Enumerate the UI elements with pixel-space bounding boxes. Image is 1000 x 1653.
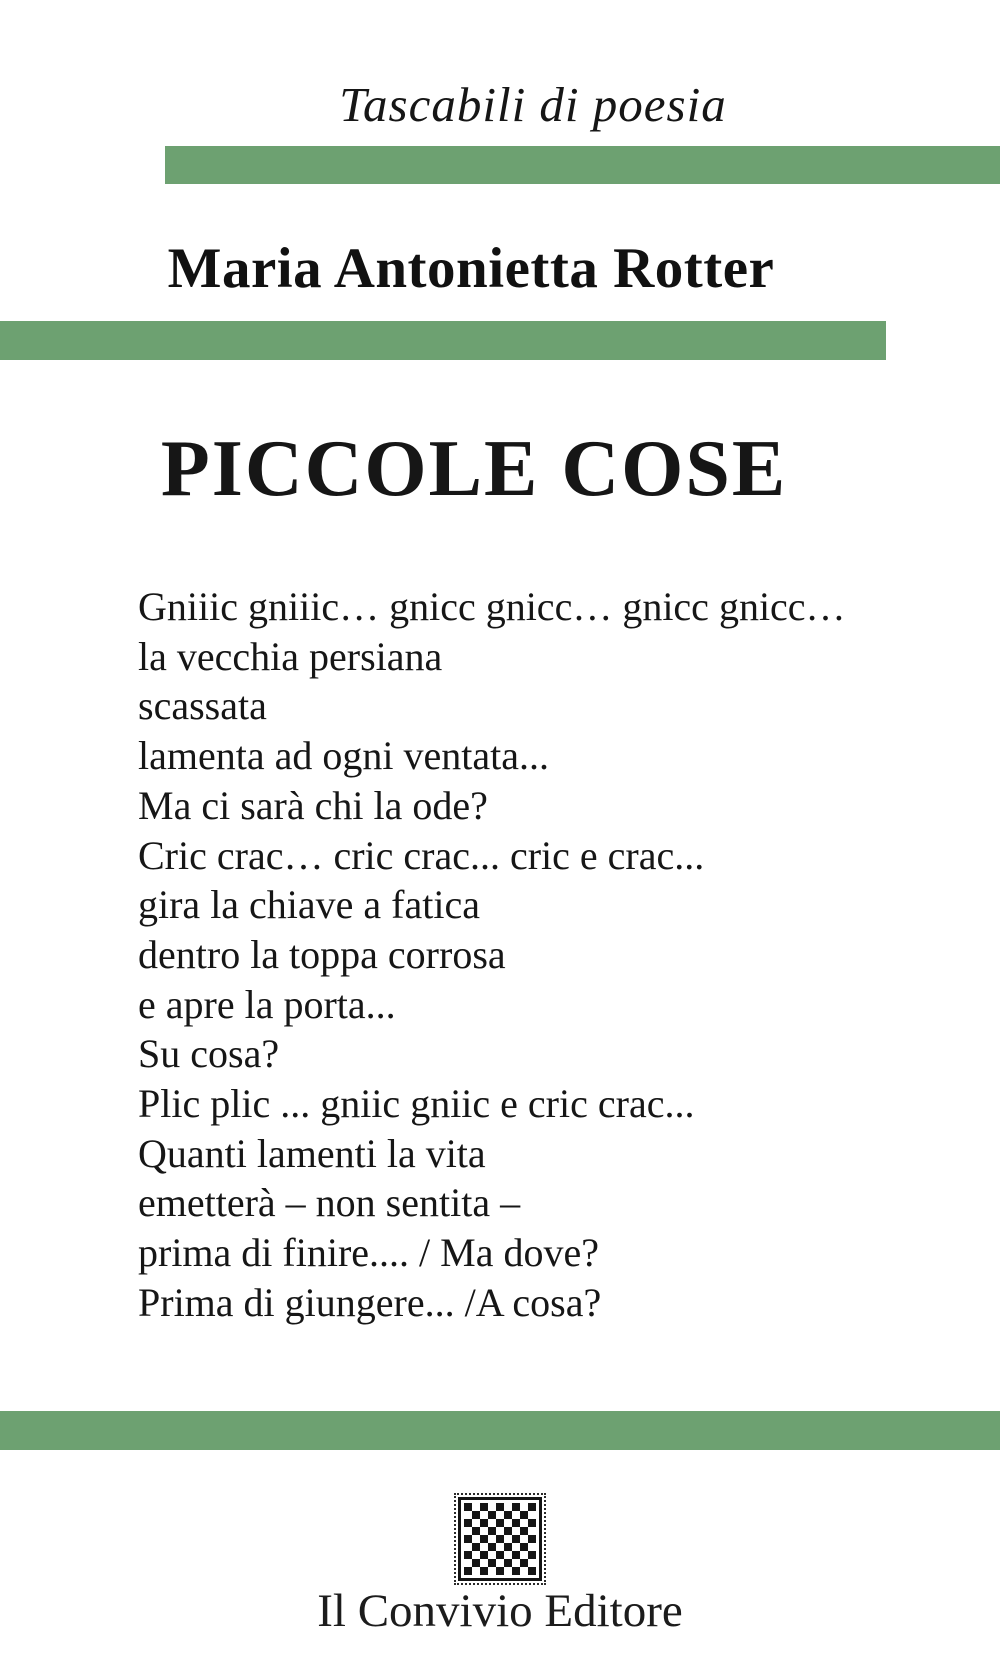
poem-line: dentro la toppa corrosa bbox=[138, 931, 506, 977]
middle-accent-bar bbox=[0, 321, 886, 360]
poem-line: scassata bbox=[138, 683, 267, 729]
poem-line: prima di finire.... / Ma dove? bbox=[138, 1230, 599, 1276]
poem-line: e apre la porta... bbox=[138, 981, 396, 1027]
publisher-logo bbox=[454, 1493, 546, 1585]
series-label: Tascabili di poesia bbox=[339, 77, 727, 132]
author-name: Maria Antonietta Rotter bbox=[167, 237, 775, 300]
poem-line: lamenta ad ogni ventata... bbox=[138, 733, 549, 779]
logo-frame bbox=[458, 1497, 542, 1581]
poem-text bbox=[138, 582, 898, 1328]
poem-line: emetterà – non sentita – bbox=[138, 1180, 521, 1226]
poem-line: Su cosa? bbox=[138, 1031, 280, 1077]
poem-line: Gniiic gniiic… gnicc gnicc… gnicc gnicc… bbox=[138, 584, 846, 629]
poem-line: Prima di giungere... /A cosa? bbox=[138, 1279, 602, 1325]
bottom-accent-bar bbox=[0, 1411, 1000, 1450]
publisher-name: Il Convivio Editore bbox=[317, 1585, 683, 1637]
poem-line: Plic plic ... gniic gniic e cric crac... bbox=[138, 1081, 695, 1127]
poem-line: Quanti lamenti la vita bbox=[138, 1130, 486, 1176]
top-accent-bar bbox=[165, 146, 1000, 184]
poem-line: Cric crac… cric crac... cric e crac... bbox=[138, 832, 705, 878]
poem-line: la vecchia persiana bbox=[138, 633, 443, 679]
poem-line: gira la chiave a fatica bbox=[138, 882, 480, 928]
poem-line: Ma ci sarà chi la ode? bbox=[138, 782, 488, 828]
checkerboard-stamp-icon bbox=[464, 1503, 536, 1575]
book-title: PICCOLE COSE bbox=[160, 425, 788, 513]
